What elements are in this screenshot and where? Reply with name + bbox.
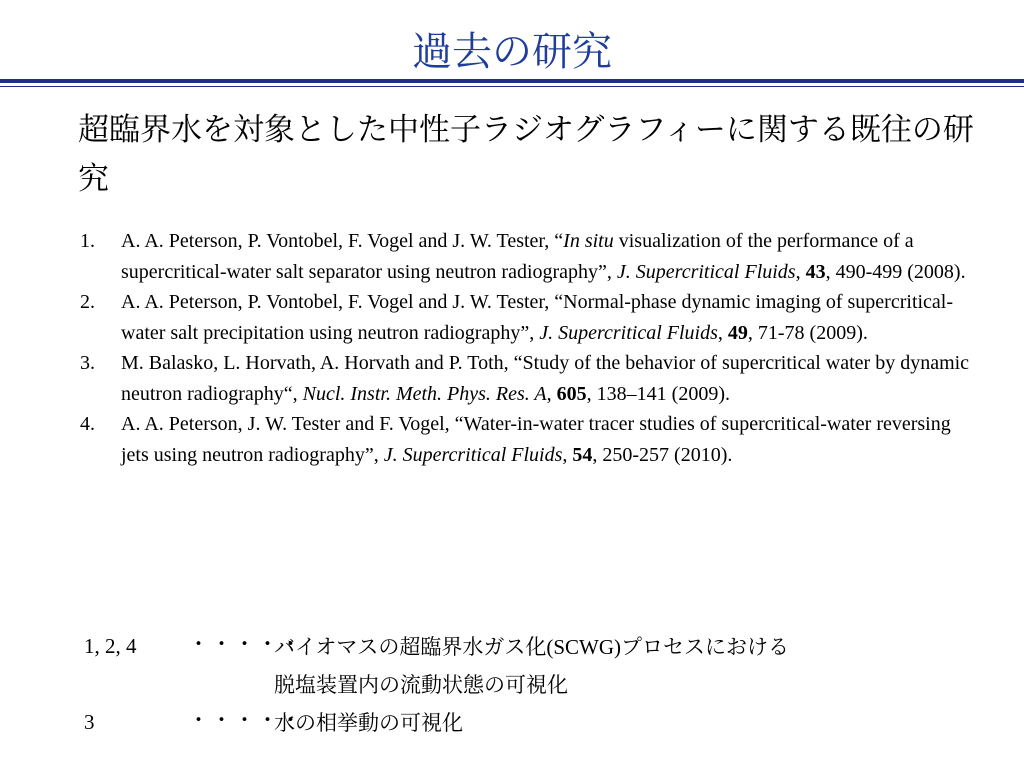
reference-item: 1. A. A. Peterson, P. Vontobel, F. Vogel and J. W. Tester, “In situ visualization of the performance of a supercritical-water salt separator using neutron radiography”, J. Supercritical Fluids, 43, 490-499 (2008).	[80, 226, 980, 287]
summary-description	[274, 704, 463, 742]
reference-pages-year: , 71-78 (2009).	[747, 321, 868, 344]
reference-authors: A. A. Peterson, J. W. Tester and F. Vogel,	[121, 413, 450, 435]
reference-number: 3.	[80, 352, 95, 374]
reference-number: 4.	[80, 413, 95, 435]
reference-volume: 49	[727, 321, 748, 344]
summary-text: 脱塩装置内の流動状態の可視化	[274, 673, 568, 697]
summary-row	[84, 628, 984, 666]
summary-text: 水の相挙動の可視化	[274, 711, 463, 735]
reference-journal: J. Supercritical Fluids	[539, 321, 718, 344]
reference-pages-year: , 490-499 (2008).	[825, 260, 966, 283]
summary-reference-numbers: 1, 2, 4	[84, 634, 137, 658]
reference-authors: A. A. Peterson, P. Vontobel, F. Vogel and J. W. Tester,	[121, 291, 550, 313]
reference-title-italic: In situ	[563, 230, 614, 252]
reference-volume: 605	[556, 382, 587, 405]
summary-leader-dots: ・・・・・	[188, 708, 303, 732]
summary-leader-dots: ・・・・・	[188, 632, 303, 656]
summary-acronym: (SCWG)	[546, 635, 622, 659]
reference-volume: 54	[572, 443, 593, 466]
reference-title: visualization of the performance of a supercritical-water salt separator using neutron radiography”,	[121, 230, 914, 283]
reference-list	[80, 226, 980, 470]
section-heading: 超臨界水を対象とした中性子ラジオグラフィーに関する既往の研究	[78, 112, 974, 197]
summary-text-cont: プロセスにおける	[621, 635, 790, 659]
summary-row	[84, 666, 984, 704]
reference-item: 4. A. A. Peterson, J. W. Tester and F. Vogel, “Water-in-water tracer studies of supercritical-water reversing jets using neutron radiography”, J. Supercritical Fluids, 54, 250-257 (2010).	[80, 409, 980, 470]
reference-title-open: “	[554, 230, 564, 252]
reference-authors: A. A. Peterson, P. Vontobel, F. Vogel and J. W. Tester,	[121, 230, 550, 252]
reference-journal: J. Supercritical Fluids	[383, 443, 563, 466]
reference-title: “Water-in-water tracer studies of supercritical-water reversing jets using neutron radiography”,	[121, 413, 951, 466]
title-divider-thin	[0, 86, 1024, 87]
reference-title: “Normal-phase dynamic imaging of supercritical-water salt precipitation using neutron radiography”,	[121, 291, 954, 344]
reference-authors: M. Balasko, L. Horvath, A. Horvath and P. Toth,	[121, 352, 509, 374]
summary-row	[84, 704, 984, 742]
reference-item: 3. M. Balasko, L. Horvath, A. Horvath and P. Toth, “Study of the behavior of supercritical water by dynamic neutron radiography“, Nucl. Instr. Meth. Phys. Res. A, 605, 138–141 (2009).	[80, 348, 980, 409]
reference-journal: J. Supercritical Fluids	[616, 260, 796, 283]
reference-journal: Nucl. Instr. Meth. Phys. Res. A	[302, 382, 547, 405]
reference-pages-year: , 250-257 (2010).	[592, 443, 733, 466]
slide-title: 過去の研究	[412, 29, 612, 75]
reference-number: 1.	[80, 230, 95, 252]
reference-item: 2. A. A. Peterson, P. Vontobel, F. Vogel and J. W. Tester, “Normal-phase dynamic imaging of supercritical-water salt precipitation using neutron radiography”, J. Supercritical Fluids, 49, 71-78 (2009).	[80, 287, 980, 348]
study-summary	[84, 628, 984, 742]
summary-description	[274, 628, 789, 666]
summary-reference-numbers: 3	[84, 710, 95, 734]
reference-number: 2.	[80, 291, 95, 313]
reference-volume: 43	[805, 260, 826, 283]
summary-text: バイオマスの超臨界水ガス化	[274, 635, 547, 659]
title-divider-thick	[0, 79, 1024, 83]
reference-pages-year: , 138–141 (2009).	[586, 382, 730, 405]
summary-description	[274, 666, 568, 704]
reference-title: “Study of the behavior of supercritical water by dynamic neutron radiography“,	[121, 352, 970, 405]
